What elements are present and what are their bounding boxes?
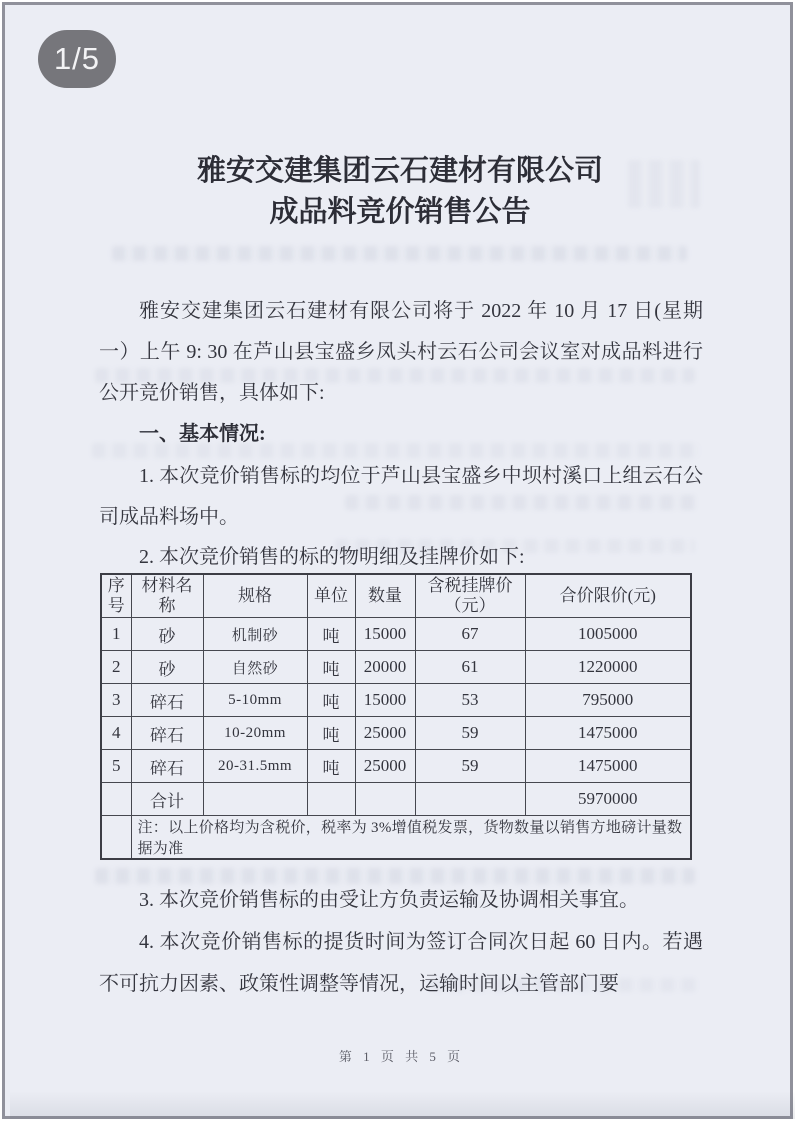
cell-spec: 20-31.5mm — [203, 750, 307, 783]
cell-seq: 2 — [101, 651, 131, 684]
document-title-line1: 雅安交建集团云石建材有限公司 — [196, 155, 603, 187]
page-bottom-shade — [10, 1091, 795, 1119]
cell-spec: 自然砂 — [203, 651, 307, 684]
intro-paragraph — [99, 291, 703, 414]
list-item-1 — [99, 456, 703, 538]
cell-seq — [101, 783, 131, 816]
cell-unit-price: 59 — [415, 717, 525, 750]
cell-unit-price: 67 — [415, 618, 525, 651]
page-indicator-label: 1/5 — [53, 41, 101, 76]
page-indicator-badge — [38, 30, 116, 88]
cell-qty — [355, 783, 415, 816]
table-row — [101, 717, 691, 750]
cell-total-price: 1220000 — [525, 651, 691, 684]
cell-unit: 吨 — [307, 750, 355, 783]
cell-seq: 4 — [101, 717, 131, 750]
cell-seq: 5 — [101, 750, 131, 783]
cell-qty: 25000 — [355, 750, 415, 783]
column-header-qty: 数量 — [355, 574, 415, 618]
table-header-row — [101, 574, 691, 618]
cell-spec: 机制砂 — [203, 618, 307, 651]
total-value: 5970000 — [525, 783, 691, 816]
closing-paragraphs — [99, 879, 703, 1005]
note-spacer-cell — [101, 816, 131, 860]
cell-spec: 10-20mm — [203, 717, 307, 750]
cell-seq: 1 — [101, 618, 131, 651]
list-item-2 — [99, 537, 703, 578]
column-header-unit-price: 含税挂牌价（元） — [415, 574, 525, 618]
table-note: 注：以上价格均为含税价，税率为 3%增值税发票，货物数量以销售方地磅计量数据为准 — [131, 816, 691, 860]
list-item-1-text: 1. 本次竞价销售标的均位于芦山县宝盛乡中坝村溪口上组云石公司成品料场中。 — [99, 465, 703, 528]
cell-unit-price: 61 — [415, 651, 525, 684]
table-row — [101, 750, 691, 783]
column-header-material: 材料名称 — [131, 574, 203, 618]
column-header-spec: 规格 — [203, 574, 307, 618]
cell-qty: 25000 — [355, 717, 415, 750]
cell-seq: 3 — [101, 684, 131, 717]
cell-unit: 吨 — [307, 651, 355, 684]
document-title-line2: 成品料竞价销售公告 — [269, 196, 531, 228]
table-row — [101, 651, 691, 684]
table-row — [101, 684, 691, 717]
cell-total-price: 1475000 — [525, 750, 691, 783]
total-label: 合计 — [131, 783, 203, 816]
cell-unit — [307, 783, 355, 816]
cell-material: 碎石 — [131, 717, 203, 750]
cell-unit: 吨 — [307, 717, 355, 750]
cell-total-price: 795000 — [525, 684, 691, 717]
cell-total-price: 1475000 — [525, 717, 691, 750]
cell-spec: 5-10mm — [203, 684, 307, 717]
cell-unit-price: 53 — [415, 684, 525, 717]
cell-unit-price: 59 — [415, 750, 525, 783]
page-footer-text: 第 1 页 共 5 页 — [338, 1049, 462, 1064]
cell-spec — [203, 783, 307, 816]
list-item-4-text: 4. 本次竞价销售标的提货时间为签订合同次日起 60 日内。若遇不可抗力因素、政策性调整等情况，运输时间以主管部门要 — [99, 931, 703, 995]
table-total-row — [101, 783, 691, 816]
intro-text: 雅安交建集团云石建材有限公司将于 2022 年 10 月 17 日(星期一）上午 9: 30 在芦山县宝盛乡凤头村云石公司会议室对成品料进行公开竞价销售，具体如下: — [99, 300, 703, 404]
cell-qty: 20000 — [355, 651, 415, 684]
list-item-3-text: 3. 本次竞价销售标的由受让方负责运输及协调相关事宜。 — [139, 889, 639, 911]
cell-material: 砂 — [131, 651, 203, 684]
list-item-2-text: 2. 本次竞价销售的标的物明细及挂牌价如下: — [139, 546, 525, 568]
table-row — [101, 618, 691, 651]
cell-material: 砂 — [131, 618, 203, 651]
cell-material: 碎石 — [131, 684, 203, 717]
page-footer — [0, 1046, 800, 1065]
table-note-row — [101, 816, 691, 860]
section-heading-text: 一、基本情况: — [139, 423, 266, 445]
cell-unit-price — [415, 783, 525, 816]
cell-unit: 吨 — [307, 684, 355, 717]
cell-qty: 15000 — [355, 618, 415, 651]
column-header-unit: 单位 — [307, 574, 355, 618]
cell-material: 碎石 — [131, 750, 203, 783]
cell-total-price: 1005000 — [525, 618, 691, 651]
section-heading — [99, 414, 703, 455]
price-table — [100, 573, 692, 860]
column-header-total-price: 合价限价(元) — [525, 574, 691, 618]
column-header-seq: 序号 — [101, 574, 131, 618]
document-title — [0, 151, 800, 233]
cell-qty: 15000 — [355, 684, 415, 717]
cell-unit: 吨 — [307, 618, 355, 651]
